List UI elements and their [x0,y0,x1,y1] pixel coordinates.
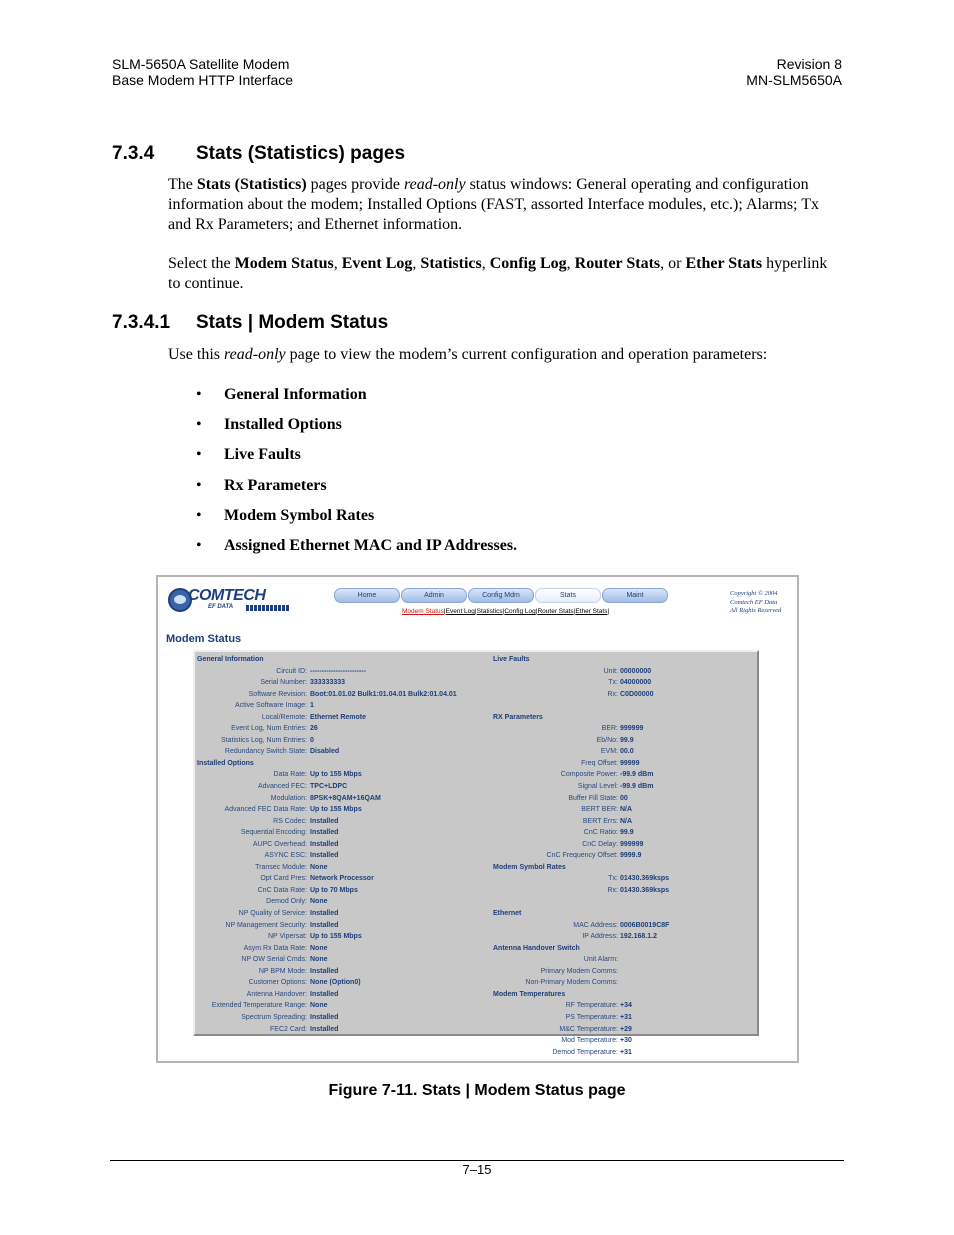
status-label: Unit: [603,667,618,675]
status-label: Demod Only: [266,898,307,906]
copyright-note: Copyright © 2004 Comtech EF Data All Rights Reserved [730,590,782,614]
status-value: 0 [310,736,314,744]
footer-divider [110,1160,844,1161]
status-row [197,746,482,758]
status-value: Network Processor [310,875,374,883]
status-row [493,839,758,851]
status-label: Rx: [607,690,618,698]
status-row [493,689,758,701]
status-row [493,966,758,978]
status-row [197,689,482,701]
section-header: Ethernet [493,910,522,918]
status-label: Advanced FEC: [257,783,307,791]
status-label: Freq Offset: [581,759,618,767]
status-label: NP Vipersat: [267,933,307,941]
subsection-title: Stats | Modem Status [196,312,389,333]
status-value: None [310,956,328,964]
page-number: 7–15 [462,1162,492,1177]
status-value: 8PSK+8QAM+16QAM [310,794,381,802]
status-value: 0006B0019C8F [620,921,670,929]
status-panel [193,650,759,1056]
status-value: 99.9 [620,736,634,744]
right-column [493,654,758,1058]
status-row [197,908,482,920]
status-value: TPC+LDPC [310,783,348,791]
status-row [197,735,482,747]
figure-caption: Figure 7-11. Stats | Modem Status page [328,1082,626,1099]
status-label: Statistics Log, Num Entries: [221,736,307,744]
status-label: NP OW Serial Cmds: [241,956,307,964]
status-label: Rx: [607,886,618,894]
status-row [493,677,758,689]
section-header: General Information [197,656,264,663]
running-header-right [746,56,842,88]
status-label: BER: [601,725,618,733]
status-value: Boot:01.01.02 Bulk1:01.04.01 Bulk2:01.04.01 [310,690,457,698]
status-label: NP Quality of Service: [238,910,307,918]
section-header: Modem Temperatures [493,990,566,998]
status-label: BERT Errs: [582,817,618,825]
status-row [197,804,482,816]
bullet-item: • Live Faults [196,446,301,464]
status-label: Transec Module: [255,863,307,871]
status-value: ------------------------ [310,667,366,675]
status-row [197,677,482,689]
subsection-intro: Use this read-only page to view the modem’s current configuration and operation parameters: [168,346,768,363]
status-value: Installed [310,1013,339,1021]
nav-tab-config-mdm[interactable]: Config Mdm [468,588,534,603]
doc-revision: Revision 8 [776,56,842,72]
status-row [493,1047,758,1059]
status-row [197,1012,482,1024]
status-value: Installed [310,829,339,837]
status-value: 00.0 [620,748,634,756]
status-value: +29 [620,1025,632,1033]
status-label: M&C Temperature: [559,1025,618,1033]
status-value: Up to 70 Mbps [310,886,358,894]
status-label: Opt Card Pres: [260,875,307,883]
status-label: FEC2 Card: [270,1025,307,1033]
status-label: Serial Number: [260,679,307,687]
status-label: NP BPM Mode: [258,967,307,975]
status-row [493,723,758,735]
status-label: Asym Rx Data Rate: [243,944,307,952]
status-row [197,885,482,897]
status-row [493,666,758,678]
status-row [493,850,758,862]
status-label: RF Temperature: [565,1002,618,1010]
status-row [493,827,758,839]
status-label: IP Address: [582,933,618,941]
bullet-item: • Modem Symbol Rates [196,506,375,524]
subnav-link-router-stats[interactable]: Router Stats [537,608,574,615]
status-row [197,943,482,955]
status-value: 00000000 [620,667,652,675]
status-value: 01430.369ksps [620,875,670,883]
subnav-link-config-log[interactable]: Config Log [504,608,536,615]
status-label: Eb/No: [596,736,618,744]
status-value: 1 [310,702,314,710]
status-value: 333333333 [310,679,346,687]
status-value: Installed [310,1025,339,1033]
barcode-icon [246,605,290,611]
status-row [197,816,482,828]
status-label: CnC Delay: [582,840,618,848]
status-row [493,1000,758,1012]
status-label: NP Management Security: [225,921,307,929]
status-row [197,873,482,885]
status-row [197,666,482,678]
bullet-item: • Assigned Ethernet MAC and IP Addresses. [196,536,518,554]
status-value: 00 [620,794,628,802]
nav-tab-admin[interactable]: Admin [401,588,467,603]
bullet-item: • Installed Options [196,416,342,434]
bullet-item: • General Information [196,386,367,403]
status-row [197,1000,482,1012]
section-header: RX Parameters [493,713,543,721]
section-header: Antenna Handover Switch [493,944,580,952]
status-row [197,700,482,712]
status-label: EVM: [600,748,618,756]
section-heading [112,143,405,165]
status-value: 04000000 [620,679,652,687]
status-label: Tx: [608,679,618,687]
status-value: +30 [620,1037,632,1045]
status-label: Buffer Fill State: [568,794,618,802]
comtech-logo: COMTECH EF DATA [168,587,290,613]
status-row [197,989,482,1001]
status-value: C0D00000 [620,690,654,698]
bullet-list [196,385,517,566]
left-column [197,654,482,1035]
status-label: Spectrum Spreading: [241,1013,307,1021]
status-row [197,966,482,978]
status-label: Extended Temperature Range: [211,1002,307,1010]
main-nav [334,588,669,603]
status-label: Unit Alarm: [583,956,618,964]
status-label: Redundancy Switch State: [224,748,307,756]
bullet-item: • Rx Parameters [196,476,327,494]
status-label: Data Rate: [273,771,307,779]
status-label: Composite Power: [560,771,618,779]
status-row [197,977,482,989]
status-row [493,804,758,816]
subnav-link-statistics[interactable]: Statistics [476,608,503,615]
running-header-left [112,56,293,88]
subnav-link-event-log[interactable]: Event Log [445,608,475,615]
status-value: Installed [310,852,339,860]
status-value: None [310,863,328,871]
status-value: 999999 [620,725,644,733]
status-row [493,931,758,943]
status-row [493,769,758,781]
status-row [493,873,758,885]
status-label: CnC Ratio: [583,829,618,837]
section-paragraph-1: The Stats (Statistics) pages provide read-only status windows: General operating and configuration information about the modem; Installed Options (FAST, assorted Interface modules, etc.); Alarms; Tx and Rx Parameters; and Ethernet information. [168,176,819,233]
bullet-icon: • [196,536,202,554]
status-label: Event Log, Num Entries: [231,725,307,733]
status-value: Installed [310,921,339,929]
section-header: Installed Options [197,759,254,767]
status-value: 26 [310,725,318,733]
status-row [197,850,482,862]
status-row [197,954,482,966]
status-row [493,735,758,747]
doc-subtitle: Base Modem HTTP Interface [112,72,294,88]
status-row [197,781,482,793]
status-row [197,712,482,724]
status-row [493,977,758,989]
status-label: Antenna Handover: [246,990,307,998]
status-row [197,896,482,908]
subsection-number: 7.3.4.1 [112,312,171,333]
bullet-icon: • [196,476,202,494]
status-value: Installed [310,967,339,975]
bullet-icon: • [196,446,202,464]
status-label: Modulation: [270,794,307,802]
status-value: None [310,1002,328,1010]
status-value: Up to 155 Mbps [310,806,362,814]
status-value: +34 [620,1002,632,1010]
status-value: Installed [310,840,339,848]
status-label: Local/Remote: [261,713,307,721]
status-label: AUPC Overhead: [252,840,307,848]
status-row [493,1035,758,1047]
status-value: Installed [310,817,339,825]
status-row [493,781,758,793]
status-row [197,862,482,874]
status-row [493,1012,758,1024]
status-label: Customer Options: [248,979,307,987]
status-row [493,896,758,908]
status-row [197,931,482,943]
page-title: Modem Status [166,633,242,645]
status-value: 999999 [620,840,644,848]
status-label: Primary Modem Comms: [540,967,618,975]
status-label: CnC Frequency Offset: [546,852,618,860]
status-row [197,1024,482,1036]
status-label: Mod Temperature: [561,1037,618,1045]
status-label: Circuit ID: [276,667,307,675]
status-value: Up to 155 Mbps [310,933,362,941]
status-row [197,769,482,781]
status-value: 9999.9 [620,852,642,860]
status-row [493,954,758,966]
status-value: 01430.369ksps [620,886,670,894]
status-row [493,758,758,770]
status-value: Installed [310,990,339,998]
status-row [197,839,482,851]
status-value: +31 [620,1048,632,1056]
status-row [197,827,482,839]
status-label: Non-Primary Modem Comms: [525,979,618,987]
status-value: 99999 [620,759,640,767]
status-label: Sequential Encoding: [240,829,307,837]
status-label: RS Codec: [273,817,307,825]
stats-subnav: Modem Status|Event Log|Statistics|Config Log|Router Stats|Ether Stats| [402,608,610,615]
bullet-icon: • [196,416,202,434]
bullet-icon: • [196,386,202,403]
doc-title: SLM-5650A Satellite Modem [112,56,290,72]
status-value: Ethernet Remote [310,713,367,721]
status-label: Advanced FEC Data Rate: [224,806,307,814]
section-header: Modem Symbol Rates [493,863,566,871]
section-title: Stats (Statistics) pages [196,143,406,164]
status-row [493,746,758,758]
status-label: MAC Address: [573,921,618,929]
section-paragraph-2: Select the Modem Status, Event Log, Statistics, Config Log, Router Stats, or Ether Stats hyperlink to continue. [168,255,828,292]
status-row [197,793,482,805]
status-value: N/A [620,806,633,814]
subnav-link-modem-status[interactable]: Modem Status [402,608,444,615]
status-value: +31 [620,1013,632,1021]
status-row [493,816,758,828]
status-label: BERT BER: [581,806,618,814]
status-label: Software Revision: [248,690,307,698]
status-value: -99.9 dBm [620,771,654,779]
status-label: Tx: [608,875,618,883]
status-label: ASYNC ESC: [264,852,307,860]
status-value: 192.168.1.2 [620,933,657,941]
status-label: Signal Level: [577,783,618,791]
status-label: PS Temperature: [565,1013,618,1021]
status-label: Demod Temperature: [552,1048,618,1056]
subsection-heading [112,312,388,334]
status-label: Active Software Image: [235,702,307,710]
status-row [197,723,482,735]
status-value: None [310,944,328,952]
status-row [493,700,758,712]
status-value: Disabled [310,748,340,756]
status-label: CnC Data Rate: [257,886,307,894]
status-value: Up to 155 Mbps [310,771,362,779]
section-header: Live Faults [493,656,530,663]
status-value: None [310,898,328,906]
bullet-icon: • [196,506,202,524]
status-row [493,1024,758,1036]
nav-tab-stats[interactable]: Stats [535,588,601,603]
modem-status-screenshot [156,575,799,1063]
status-value: None (Option0) [310,979,361,987]
nav-tab-home[interactable]: Home [334,588,400,603]
status-row [197,920,482,932]
status-value: -99.9 dBm [620,783,654,791]
status-value: 99.9 [620,829,634,837]
status-row [493,920,758,932]
section-number: 7.3.4 [112,143,155,164]
nav-tab-maint[interactable]: Maint [602,588,668,603]
status-value: Installed [310,910,339,918]
status-row [493,885,758,897]
status-row [493,793,758,805]
doc-manual-number: MN-SLM5650A [746,72,842,88]
subnav-link-ether-stats[interactable]: Ether Stats [575,608,608,615]
status-value: N/A [620,817,633,825]
